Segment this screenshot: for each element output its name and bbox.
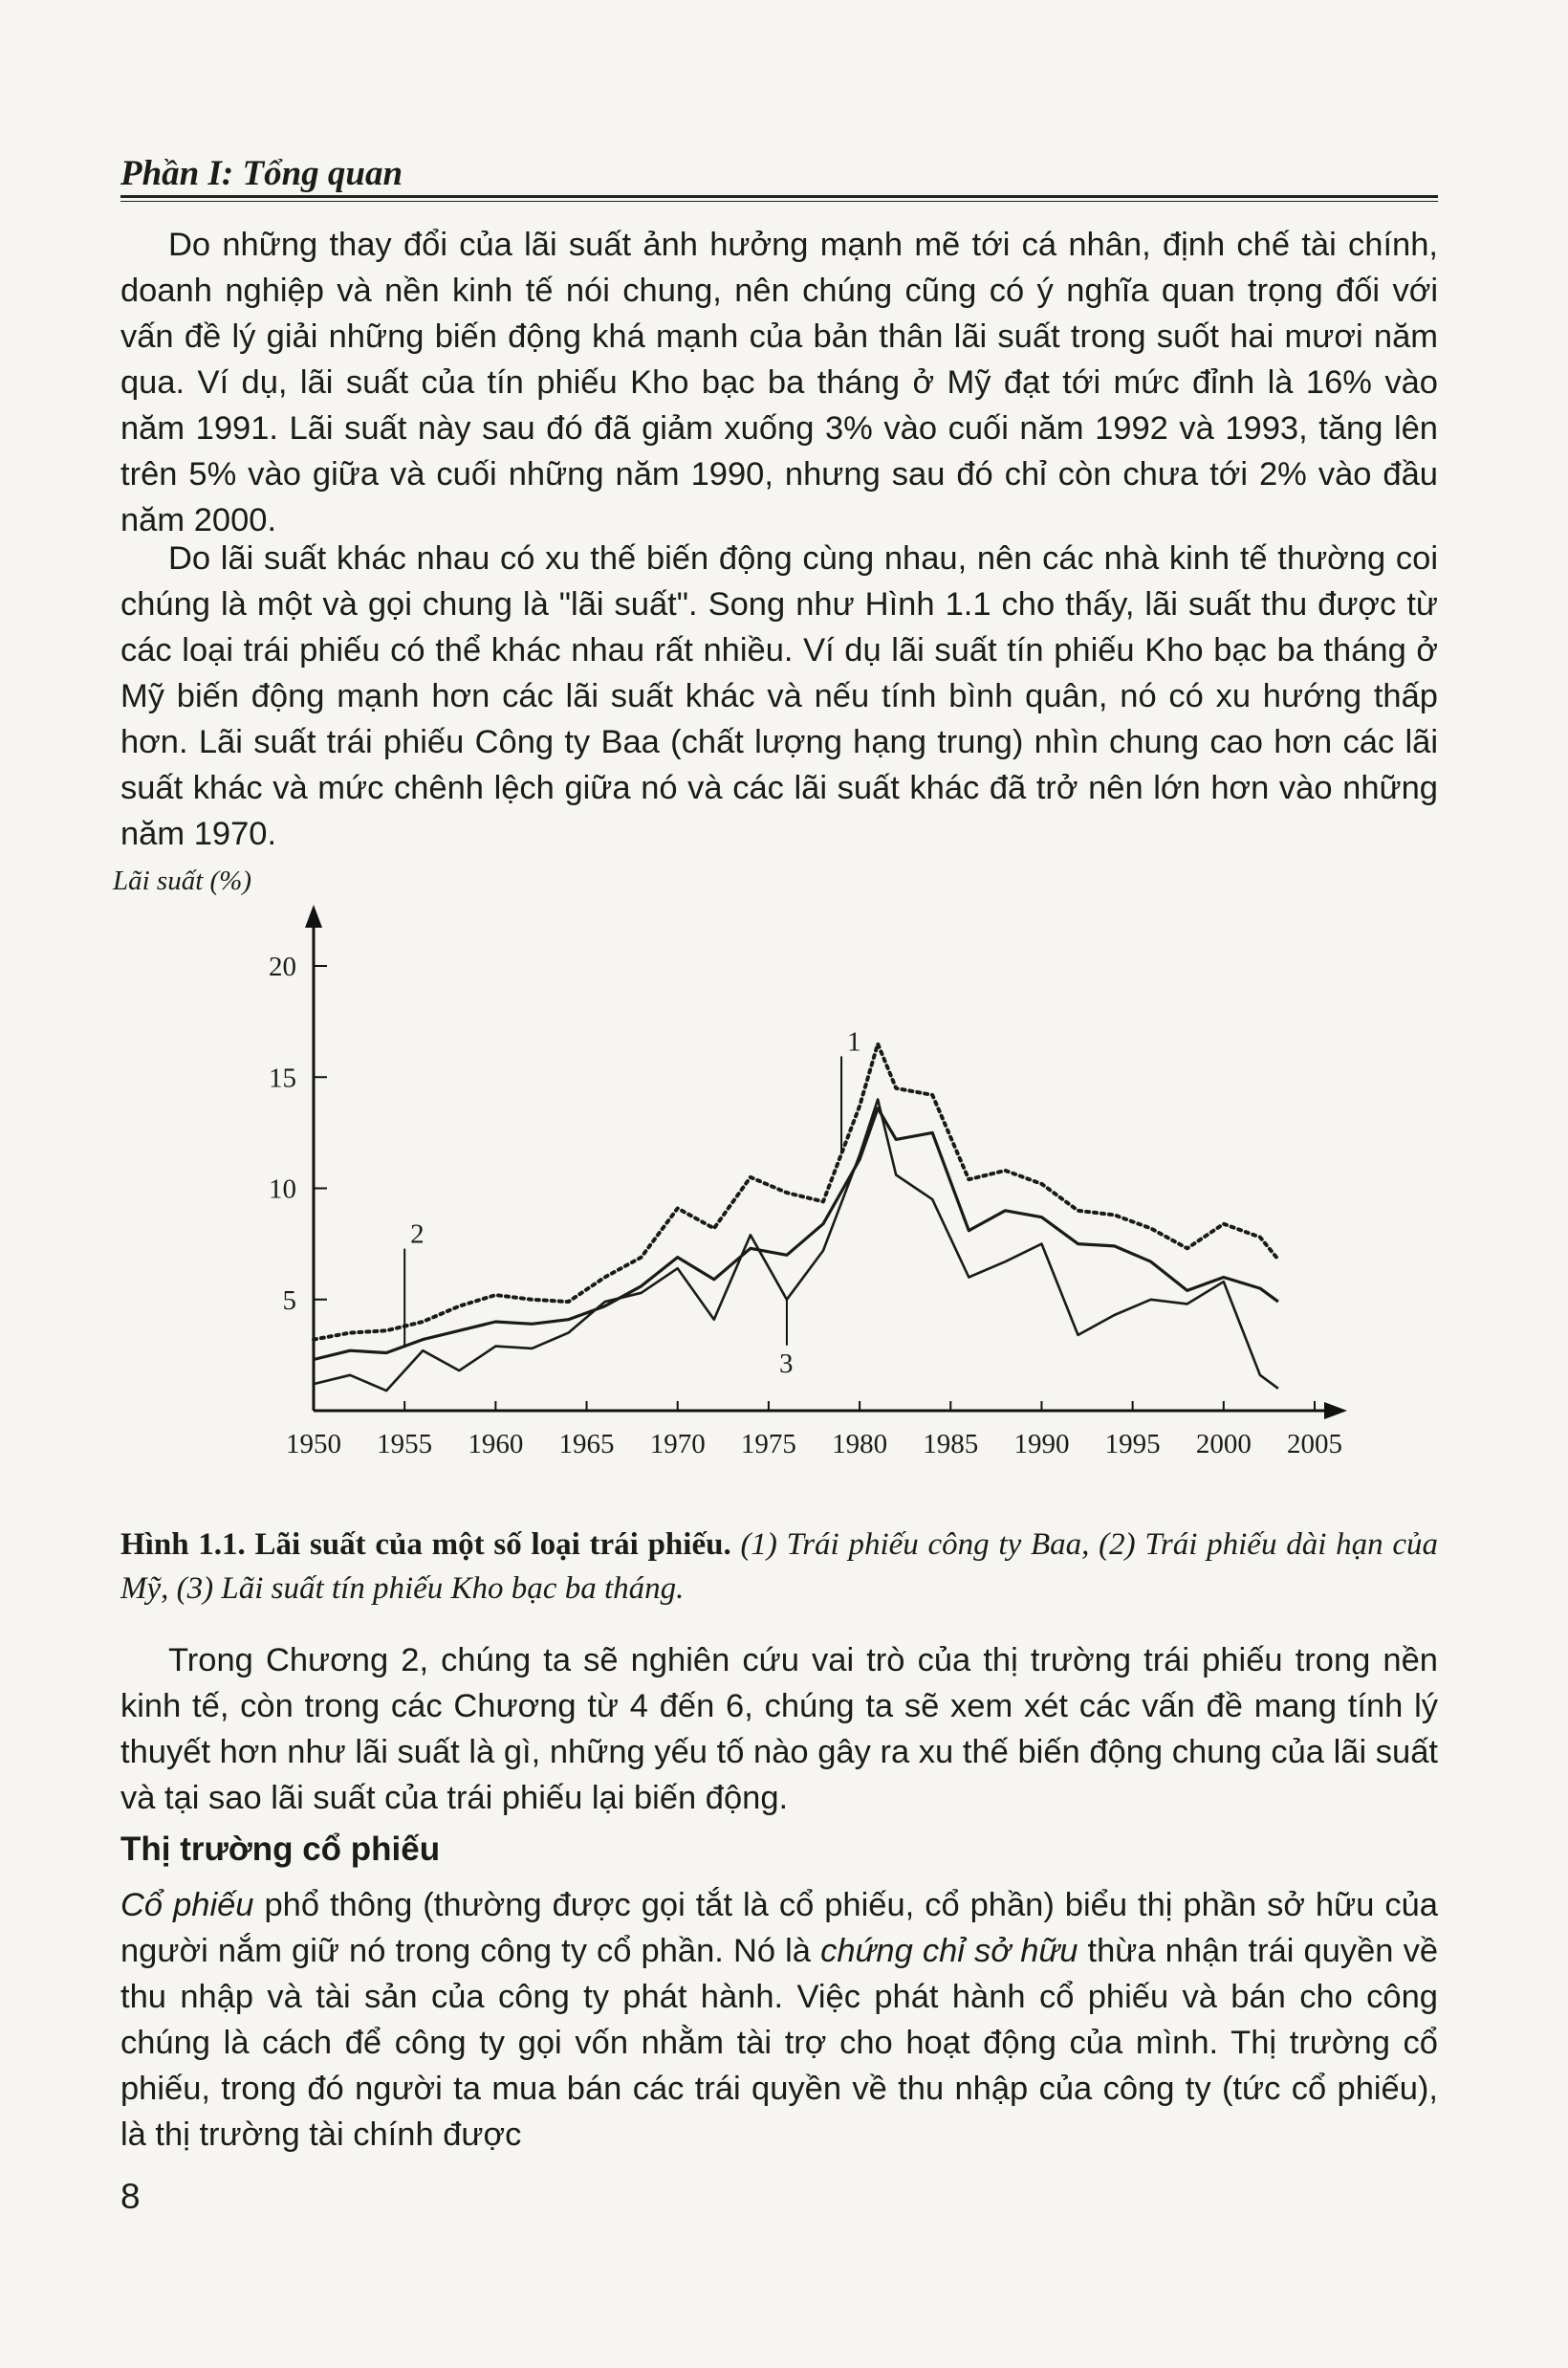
chart-ticks xyxy=(269,952,1342,1459)
figure-caption xyxy=(120,1523,1438,1611)
x-tick-label: 1990 xyxy=(1013,1429,1070,1459)
series-label-3: 3 xyxy=(778,1348,794,1379)
series-label-2: 2 xyxy=(410,1218,425,1250)
x-tick-label: 1975 xyxy=(740,1429,796,1459)
x-tick-label: 1950 xyxy=(286,1429,341,1459)
x-tick-label: 1980 xyxy=(832,1429,888,1459)
x-tick-label: 2000 xyxy=(1195,1429,1252,1459)
y-tick-label: 20 xyxy=(269,952,296,982)
x-tick-label: 1985 xyxy=(923,1429,979,1459)
paragraph-4-part-1: phổ thông (thường được gọi tắt là cổ phiếu, cổ phần) biểu thị phần sở hữu của người nắm giữ nó trong công ty cổ phần. Nó là xyxy=(120,1887,1438,1969)
x-axis-arrow xyxy=(1324,1402,1347,1419)
section-heading: Thị trường cổ phiếu xyxy=(120,1831,441,1868)
caption-label: Hình 1.1. Lãi suất của một số loại trái phiếu. xyxy=(120,1527,731,1562)
header-rule-thin xyxy=(120,201,1438,202)
y-tick-label: 5 xyxy=(282,1284,296,1316)
paragraph-4-part-2: thừa nhận trái quyền về thu nhập và tài sản của công ty phát hành. Việc phát hành cổ phiếu và bán cho công chúng là cách để công ty gọi vốn nhằm tài trợ cho hoạt động của mình. Thị trường cổ phiếu, trong đó người ta mua bán các trái quyền về thu nhập của công ty (tức cổ phiếu), là thị trường tài chính được xyxy=(120,1933,1439,2153)
y-tick-label: 15 xyxy=(269,1063,296,1094)
interest-rate-chart xyxy=(96,851,1434,1502)
header-rule xyxy=(120,195,1438,198)
paragraph-1: Do những thay đổi của lãi suất ảnh hưởng mạnh mẽ tới cá nhân, định chế tài chính, doanh nghiệp và nền kinh tế nói chung, nên chúng cũng có ý nghĩa quan trọng đối với vấn đề lý giải những biến động khá mạnh của bản thân lãi suất trong suốt hai mươi năm qua. Ví dụ, lãi suất của tín phiếu Kho bạc ba tháng ở Mỹ đạt tới mức đỉnh là 16% vào năm 1991. Lãi suất này sau đó đã giảm xuống 3% vào cuối năm 1992 và 1993, tăng lên trên 5% vào giữa và cuối những năm 1990, nhưng sau đó chỉ còn chưa tới 2% vào đầu năm 2000. xyxy=(120,227,1438,538)
x-tick-label: 1965 xyxy=(558,1429,615,1459)
x-tick-label: 1970 xyxy=(649,1429,706,1459)
series-line-1 xyxy=(314,1043,1278,1339)
chart-series xyxy=(314,1026,1278,1391)
page-number: 8 xyxy=(120,2177,141,2216)
paragraph-4 xyxy=(120,1882,1438,2158)
term-co-phieu: Cổ phiếu xyxy=(120,1887,254,1923)
caption-text: (1) Trái phiếu công ty Baa, (2) Trái phiếu dài hạn của Mỹ, (3) Lãi suất tín phiếu Kho bạc ba tháng. xyxy=(120,1527,1439,1606)
x-tick-label: 1960 xyxy=(468,1429,524,1459)
series-line-3 xyxy=(314,1100,1278,1392)
series-label-1: 1 xyxy=(847,1026,861,1058)
paragraph-2: Do lãi suất khác nhau có xu thế biến động cùng nhau, nên các nhà kinh tế thường coi chúng là một và gọi chung là "lãi suất". Song như Hình 1.1 cho thấy, lãi suất thu được từ các loại trái phiếu có thể khác nhau rất nhiều. Ví dụ lãi suất tín phiếu Kho bạc ba tháng ở Mỹ biến động mạnh hơn các lãi suất khác và nếu tính bình quân, nó có xu hướng thấp hơn. Lãi suất trái phiếu Công ty Baa (chất lượng hạng trung) nhìn chung cao hơn các lãi suất khác và mức chênh lệch giữa nó và các lãi suất khác đã trở nên lớn hơn vào những năm 1970. xyxy=(120,540,1438,852)
x-tick-label: 1955 xyxy=(377,1429,433,1459)
series-line-2 xyxy=(314,1108,1278,1360)
chart-axes xyxy=(305,905,1347,1419)
paragraph-3: Trong Chương 2, chúng ta sẽ nghiên cứu vai trò của thị trường trái phiếu trong nền kinh tế, còn trong các Chương từ 4 đến 6, chúng ta sẽ xem xét các vấn đề mang tính lý thuyết hơn như lãi suất là gì, những yếu tố nào gây ra xu thế biến động chung của lãi suất và tại sao lãi suất của trái phiếu lại biến động. xyxy=(120,1642,1438,1816)
x-tick-label: 1995 xyxy=(1104,1429,1161,1459)
y-axis-arrow xyxy=(305,905,322,928)
term-chung-chi-so-huu: chứng chỉ sở hữu xyxy=(820,1933,1078,1969)
running-header: Phần I: Tổng quan xyxy=(120,154,403,193)
y-tick-label: 10 xyxy=(269,1173,296,1205)
x-tick-label: 2005 xyxy=(1287,1429,1342,1459)
y-axis-label: Lãi suất (%) xyxy=(113,866,251,896)
